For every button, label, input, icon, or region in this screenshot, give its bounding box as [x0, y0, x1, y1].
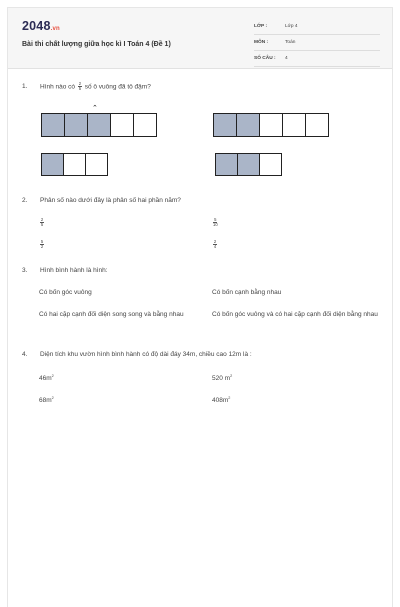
- shaded-square: [87, 113, 111, 137]
- shaded-square: [213, 113, 237, 137]
- option-grid-a[interactable]: [42, 113, 157, 137]
- option-fraction-d[interactable]: [212, 239, 218, 250]
- question-text-after: số ô vuông đã tô đậm?: [84, 83, 151, 91]
- meta-label: MÔN :: [254, 40, 269, 45]
- meta-label: LỚP :: [254, 24, 268, 29]
- logo-suffix: .vn: [50, 26, 60, 32]
- exam-meta: [254, 19, 380, 67]
- shaded-square: [215, 153, 238, 176]
- question-2: [22, 197, 181, 204]
- shaded-square: [237, 153, 260, 176]
- meta-count-row: [254, 51, 380, 67]
- option-text-d[interactable]: Có bốn góc vuông và có hai cặp cạnh đối diện bằng nhau: [212, 311, 378, 318]
- option-text-b[interactable]: Có bốn cạnh bằng nhau: [212, 289, 282, 296]
- question-text: Phân số nào dưới đây là phân số hai phần năm?: [40, 197, 181, 204]
- question-1: [22, 82, 151, 91]
- question-number: 3.: [22, 267, 28, 274]
- meta-label: SỐ CÂU :: [254, 56, 276, 61]
- fraction-numerator: 5: [40, 238, 44, 244]
- empty-square: [259, 113, 283, 137]
- option-text-c[interactable]: Có hai cặp cạnh đối diện song song và bằng nhau: [39, 311, 184, 318]
- meta-value: 4: [285, 56, 288, 61]
- empty-square: [85, 153, 108, 176]
- option-grid-b[interactable]: [214, 113, 329, 137]
- cursor-mark-icon: ⌃: [92, 105, 98, 112]
- question-4: [22, 351, 252, 358]
- question-text: Hình bình hành là hình:: [40, 267, 108, 274]
- fraction-denominator: 5: [40, 221, 44, 227]
- question-number: 2.: [22, 197, 28, 204]
- empty-square: [133, 113, 157, 137]
- empty-square: [305, 113, 329, 137]
- option-grid-d[interactable]: [216, 153, 282, 176]
- question-number: 1.: [22, 83, 28, 91]
- empty-square: [282, 113, 306, 137]
- exam-header: [8, 8, 392, 69]
- exam-page: [7, 7, 393, 607]
- question-3: [22, 267, 108, 274]
- shaded-square: [41, 113, 65, 137]
- meta-subject-row: [254, 35, 380, 51]
- fraction-denominator: 5: [78, 86, 82, 92]
- meta-value: Toán: [285, 40, 296, 45]
- fraction-numerator: 5: [214, 216, 217, 222]
- question-text: Hình nào có: [40, 83, 76, 91]
- option-area-d[interactable]: $408m^2$: [212, 396, 231, 405]
- fraction-numerator: 2: [78, 81, 82, 86]
- option-fraction-b[interactable]: [212, 217, 219, 228]
- exam-title: Bài thi chất lượng giữa học kì I Toán 4 (Đề 1): [22, 41, 171, 48]
- fraction-denominator: 4: [213, 243, 217, 249]
- meta-class-row: [254, 19, 380, 35]
- fraction-numerator: 2: [213, 238, 217, 244]
- question-fraction: [78, 82, 82, 91]
- option-grid-c[interactable]: [42, 153, 108, 176]
- option-fraction-c[interactable]: [39, 239, 45, 250]
- fraction-denominator: 10: [213, 221, 218, 227]
- empty-square: [110, 113, 134, 137]
- option-area-b[interactable]: 520 $m^2$: [212, 374, 233, 383]
- empty-square: [63, 153, 86, 176]
- option-area-c[interactable]: $68m^2$: [39, 396, 54, 405]
- question-text: Diện tích khu vườn hình bình hành có độ dài đáy 34m, chiều cao 12m là :: [40, 351, 252, 358]
- shaded-square: [236, 113, 260, 137]
- fraction-numerator: 2: [40, 216, 44, 222]
- option-fraction-a[interactable]: [39, 217, 45, 228]
- shaded-square: [64, 113, 88, 137]
- option-text-a[interactable]: Có bốn góc vuông: [39, 289, 92, 296]
- shaded-square: [41, 153, 64, 176]
- empty-square: [259, 153, 282, 176]
- question-number: 4.: [22, 351, 28, 358]
- option-area-a[interactable]: $46m^2$: [39, 374, 54, 383]
- logo[interactable]: 2048.vn: [22, 19, 60, 33]
- meta-value: Lớp 4: [285, 24, 298, 29]
- fraction-denominator: 2: [40, 243, 44, 249]
